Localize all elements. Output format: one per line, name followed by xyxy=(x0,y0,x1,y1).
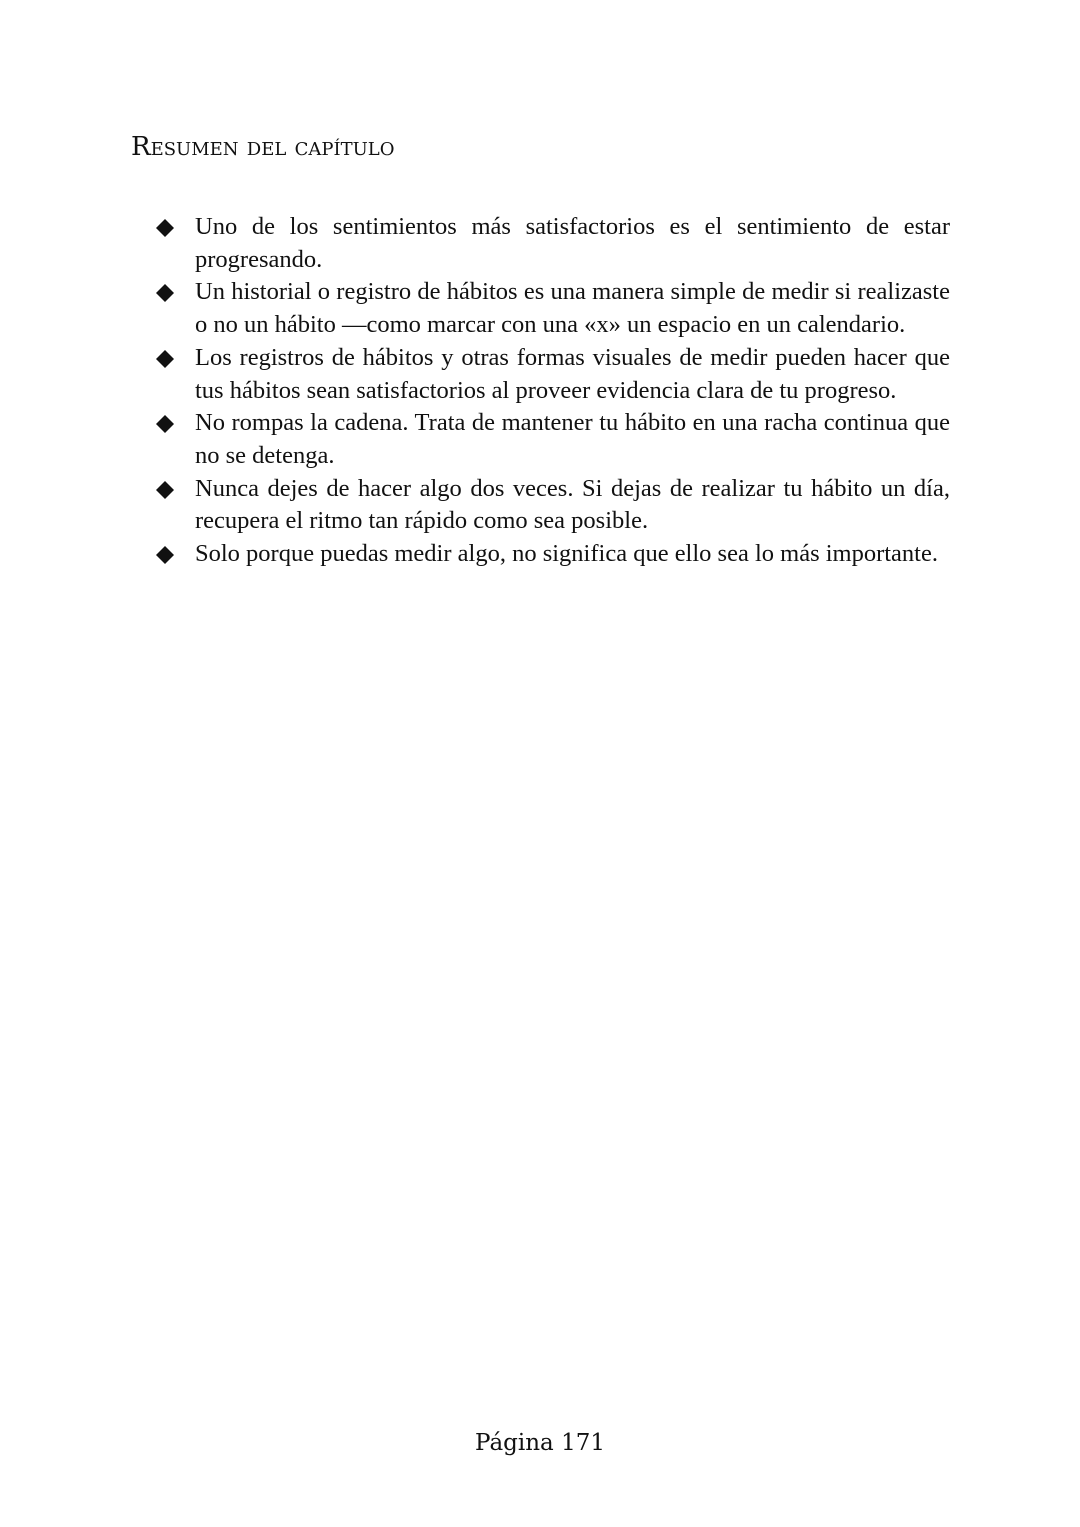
list-item-text: Solo porque puedas medir algo, no significa que ello sea lo más importante. xyxy=(195,540,938,568)
list-item-text: Los registros de hábitos y otras formas visuales de medir pueden hacer que tus hábitos sean satisfactorios al proveer evidencia clara de tu progreso. xyxy=(195,343,950,404)
page-number: Página 171 xyxy=(475,1430,605,1456)
black-diamond-icon xyxy=(156,350,174,368)
list-item-text: Uno de los sentimientos más satisfactorios es el sentimiento de estar progresando. xyxy=(195,213,950,273)
list-item xyxy=(155,211,950,276)
black-diamond-icon xyxy=(156,415,174,433)
black-diamond-icon xyxy=(156,219,174,237)
black-diamond-icon xyxy=(156,481,174,499)
page-title: Resumen del capítulo xyxy=(131,132,395,162)
black-diamond-icon xyxy=(156,284,174,302)
list-item-text: Un historial o registro de hábitos es una manera simple de medir si realizaste o no un hábito —como marcar con una «x» un espacio en un calendario. xyxy=(195,278,950,339)
list-item-text: Nunca dejes de hacer algo dos veces. Si dejas de realizar tu hábito un día, recupera el ritmo tan rápido como sea posible. xyxy=(195,474,950,535)
list-item xyxy=(155,407,950,472)
list-item xyxy=(155,538,950,571)
list-item xyxy=(155,342,950,407)
list-item-text: No rompas la cadena. Trata de mantener tu hábito en una racha continua que no se detenga. xyxy=(195,409,950,469)
list-item xyxy=(155,473,950,538)
black-diamond-icon xyxy=(156,546,174,564)
summary-list xyxy=(155,211,950,571)
list-item xyxy=(155,276,950,341)
